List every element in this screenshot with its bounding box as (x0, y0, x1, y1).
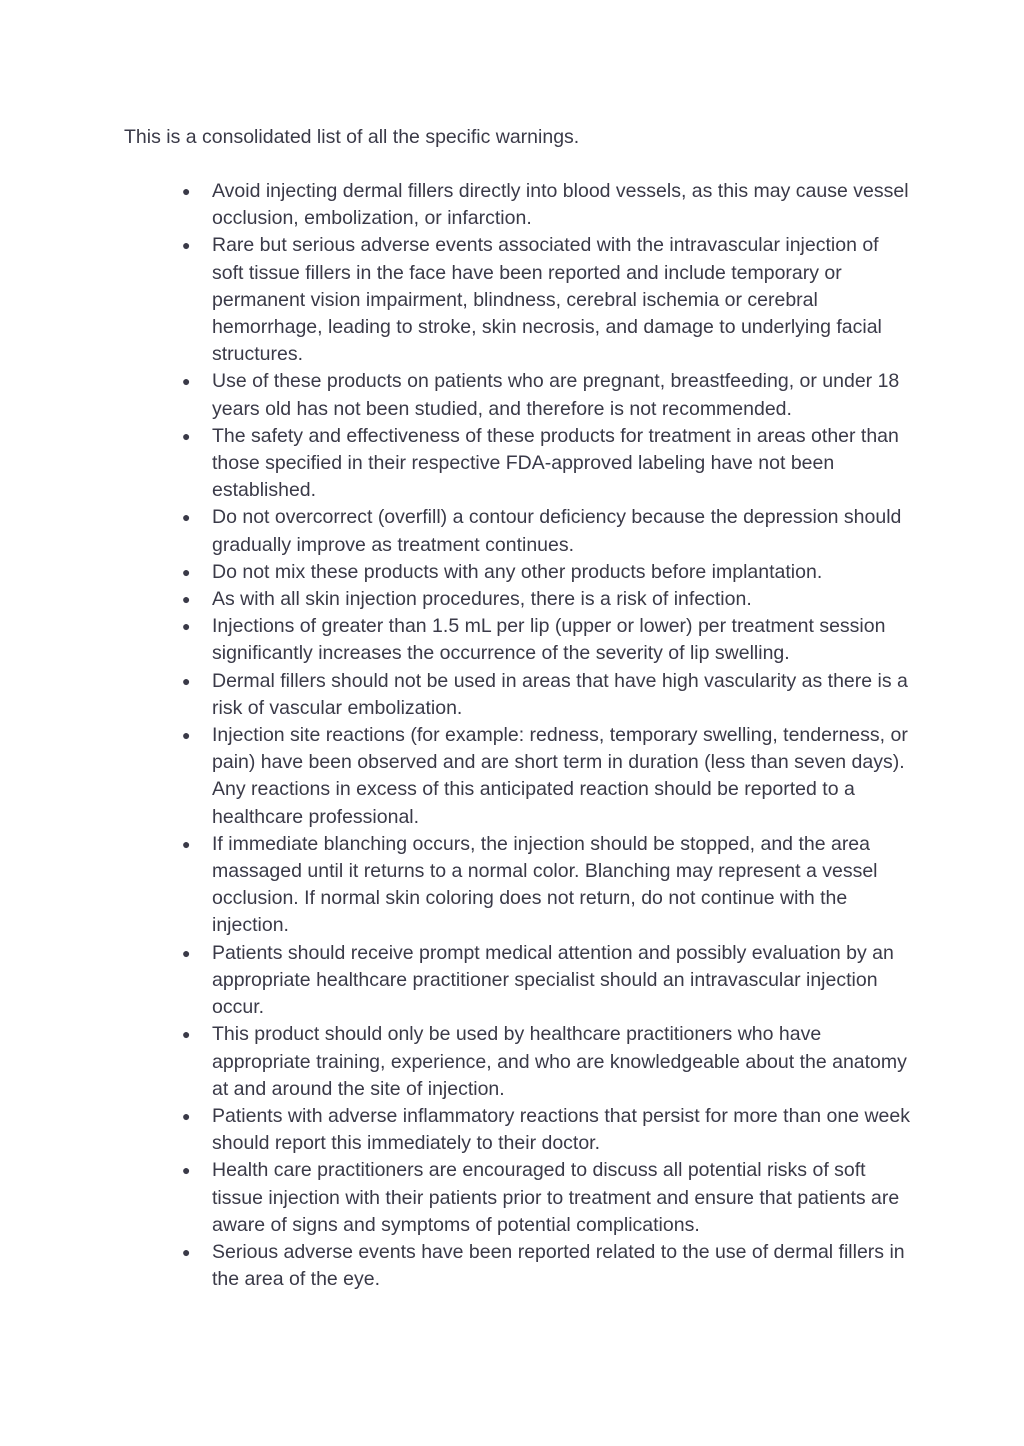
warning-text: Health care practitioners are encouraged to discuss all potential risks of soft tissue injection with their patients prior to treatment and ensure that patients are aware of signs and symptoms of potential complications. (212, 1159, 900, 1236)
warning-text: This product should only be used by healthcare practitioners who have appropriate training, experience, and who are knowledgeable about the anatomy at and around the site of injection. (212, 1023, 907, 1100)
warning-text: Do not mix these products with any other products before implantation. (212, 560, 823, 583)
bullet-icon: ● (182, 563, 191, 580)
warning-item (182, 504, 912, 558)
bullet-icon: ● (182, 1026, 191, 1043)
warning-item (182, 722, 912, 831)
warning-item (182, 1021, 912, 1103)
warning-item (182, 831, 912, 940)
warning-text: Dermal fillers should not be used in areas that have high vascularity as there is a risk of vascular embolization. (212, 669, 908, 719)
warning-item (182, 668, 912, 722)
warning-item (182, 613, 912, 667)
warning-item (182, 1103, 912, 1157)
bullet-icon: ● (182, 1162, 191, 1179)
bullet-icon: ● (182, 373, 191, 390)
bullet-icon: ● (182, 727, 191, 744)
warning-text: Serious adverse events have been reported related to the use of dermal fillers in the area of the eye. (212, 1240, 905, 1291)
warning-item (182, 178, 912, 232)
bullet-icon: ● (182, 509, 191, 526)
bullet-icon: ● (182, 618, 191, 635)
warning-text: Patients should receive prompt medical attention and possibly evaluation by an appropriate healthcare practitioner specialist should an intravascular injection occur. (212, 941, 894, 1019)
bullet-icon: ● (182, 1107, 191, 1124)
intro-paragraph: This is a consolidated list of all the specific warnings. (124, 126, 580, 148)
bullet-icon: ● (182, 1243, 191, 1260)
bullet-icon: ● (182, 183, 191, 199)
bullet-icon: ● (182, 835, 191, 852)
warnings-list (182, 178, 912, 1293)
warning-item (182, 232, 912, 368)
warning-text: Injection site reactions (for example: redness, temporary swelling, tenderness, or pain) have been observed and are short term in duration (less than seven days). Any reactions in excess of this anticipated reaction should be reported to a healthcare professional. (212, 724, 908, 828)
bullet-icon: ● (182, 427, 191, 444)
warning-text: As with all skin injection procedures, there is a risk of infection. (212, 588, 752, 611)
bullet-icon: ● (182, 672, 191, 689)
bullet-icon: ● (182, 237, 191, 254)
warning-item (182, 940, 912, 1022)
warning-text: Do not overcorrect (overfill) a contour deficiency because the depression should gradually improve as treatment continues. (212, 506, 902, 556)
warning-text: Injections of greater than 1.5 mL per lip (upper or lower) per treatment session significantly increases the occurrence of the severity of lip swelling. (212, 615, 886, 665)
warning-text: Avoid injecting dermal fillers directly into blood vessels, as this may cause vessel occlusion, embolization, or infarction. (212, 180, 909, 230)
warning-item (182, 1239, 912, 1293)
warning-text: Patients with adverse inflammatory reactions that persist for more than one week should report this immediately to their doctor. (212, 1104, 910, 1155)
warning-item (182, 586, 912, 613)
warning-text: Rare but serious adverse events associated with the intravascular injection of soft tissue fillers in the face have been reported and include temporary or permanent vision impairment, blindness, cerebral ischemia or cerebral hemorrhage, leading to stroke, skin necrosis, and damage to underlying facial structures. (212, 234, 882, 366)
warning-item (182, 423, 912, 505)
warning-text: The safety and effectiveness of these products for treatment in areas other than those specified in their respective FDA-approved labeling have not been established. (212, 424, 899, 502)
warning-text: Use of these products on patients who are pregnant, breastfeeding, or under 18 years old has not been studied, and therefore is not recommended. (212, 370, 900, 420)
warning-item (182, 368, 912, 422)
bullet-icon: ● (182, 944, 191, 961)
warning-item (182, 1157, 912, 1239)
bullet-icon: ● (182, 591, 191, 608)
warning-item (182, 559, 912, 586)
warning-text: If immediate blanching occurs, the injection should be stopped, and the area massaged until it returns to a normal color. Blanching may represent a vessel occlusion. If normal skin coloring does not return, do not continue with the injection. (212, 832, 878, 937)
